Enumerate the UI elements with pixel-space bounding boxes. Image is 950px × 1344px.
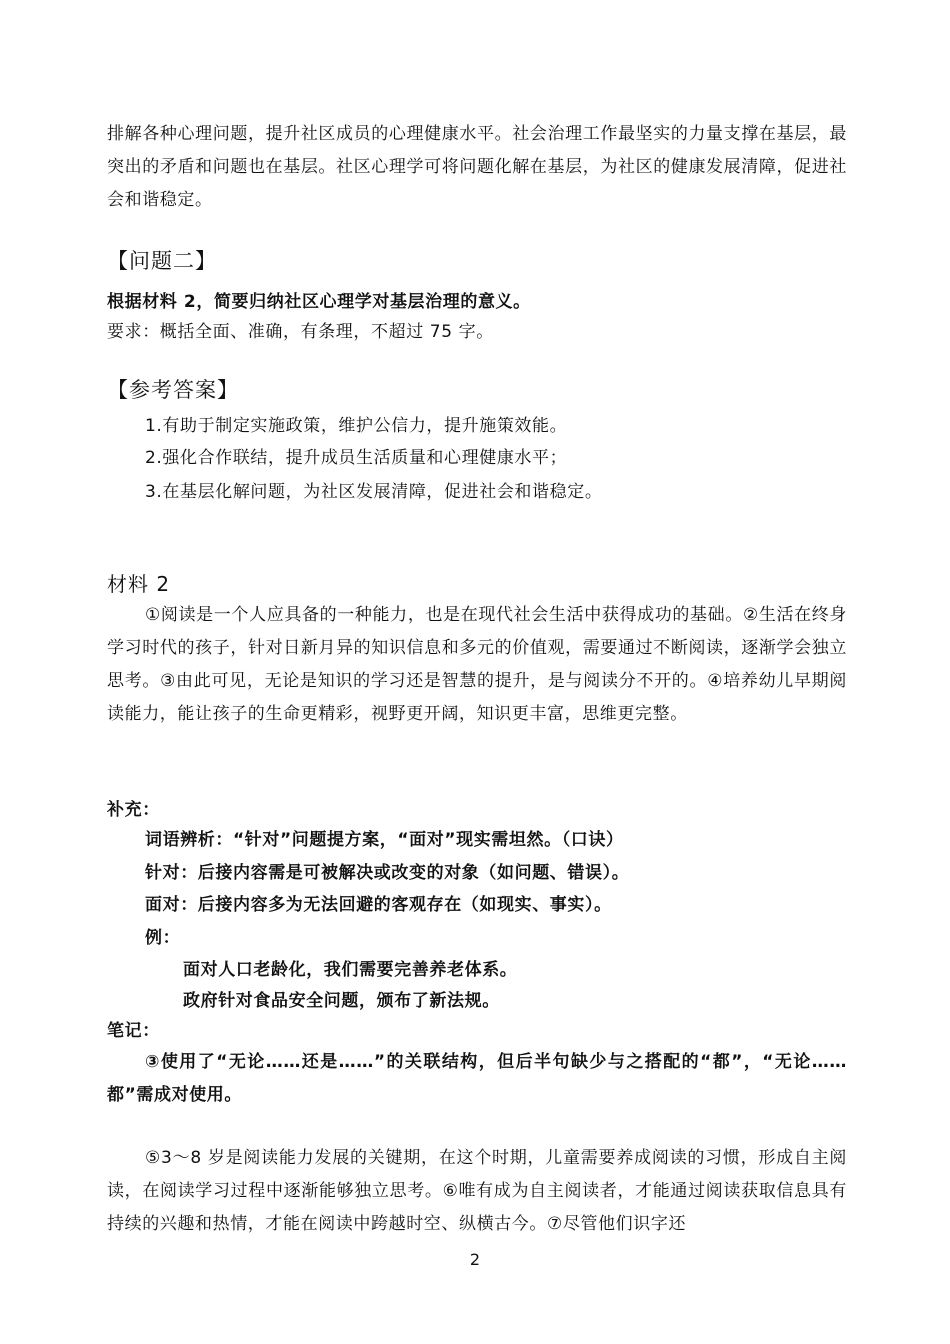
answer-item-2: 2.强化合作联结，提升成员生活质量和心理健康水平；	[145, 448, 568, 468]
example-2: 政府针对食品安全问题，颁布了新法规。	[183, 991, 500, 1011]
example-1: 面对人口老龄化，我们需要完善养老体系。	[183, 960, 518, 980]
material2-paragraph1: ①阅读是一个人应具备的一种能力，也是在现代社会生活中获得成功的基础。②生活在终身学习时代的孩子，针对日新月异的知识信息和多元的价值观，需要通过不断阅读，逐渐学会独立思考。③由此可见，无论是知识的学习还是智慧的提升，是与阅读分不开的。④培养幼儿早期阅读能力，能让孩子的生命更精彩，视野更开阔，知识更丰富，思维更完整。	[107, 605, 847, 724]
supplement-line-2: 针对：后接内容需是可被解决或改变的对象（如问题、错误）。	[145, 863, 630, 883]
material2-title: 材料 2	[107, 572, 171, 596]
question2-prompt: 根据材料 2，简要归纳社区心理学对基层治理的意义。	[107, 292, 531, 312]
answer-item-3: 3.在基层化解问题，为社区发展清障，促进社会和谐稳定。	[145, 482, 603, 502]
paragraph2: ⑤3～8 岁是阅读能力发展的关键期，在这个时期，儿童需要养成阅读的习惯，形成自主阅读，在阅读学习过程中逐渐能够独立思考。⑥唯有成为自主阅读者，才能通过阅读获取信息具有持续的兴趣和热情，才能在阅读中跨越时空、纵横古今。⑦尽管他们识字还	[107, 1148, 847, 1234]
page-number: 2	[469, 1250, 481, 1269]
supplement-line-3: 面对：后接内容多为无法回避的客观存在（如现实、事实）。	[145, 895, 612, 915]
supplement-line-1: 词语辨析：“针对”问题提方案，“面对”现实需坦然。（口诀）	[145, 830, 624, 850]
question2-heading: 【问题二】	[107, 249, 217, 273]
example-label: 例：	[145, 928, 181, 948]
intro-paragraph: 排解各种心理问题，提升社区成员的心理健康水平。社会治理工作最坚实的力量支撑在基层，最突出的矛盾和问题也在基层。社区心理学可将问题化解在基层，为社区的健康发展清障，促进社会和谐稳定。	[107, 124, 847, 210]
question2-requirement: 要求：概括全面、准确，有条理，不超过 75 字。	[107, 322, 494, 342]
notes-text: ③使用了“无论……还是……”的关联结构，但后半句缺少与之搭配的“都”，“无论……都”需成对使用。	[107, 1052, 847, 1105]
answer-item-1: 1.有助于制定实施政策，维护公信力，提升施策效能。	[145, 416, 568, 436]
notes-label: 笔记：	[107, 1021, 160, 1041]
supplement-label: 补充：	[107, 800, 160, 820]
answer-heading: 【参考答案】	[107, 378, 239, 402]
